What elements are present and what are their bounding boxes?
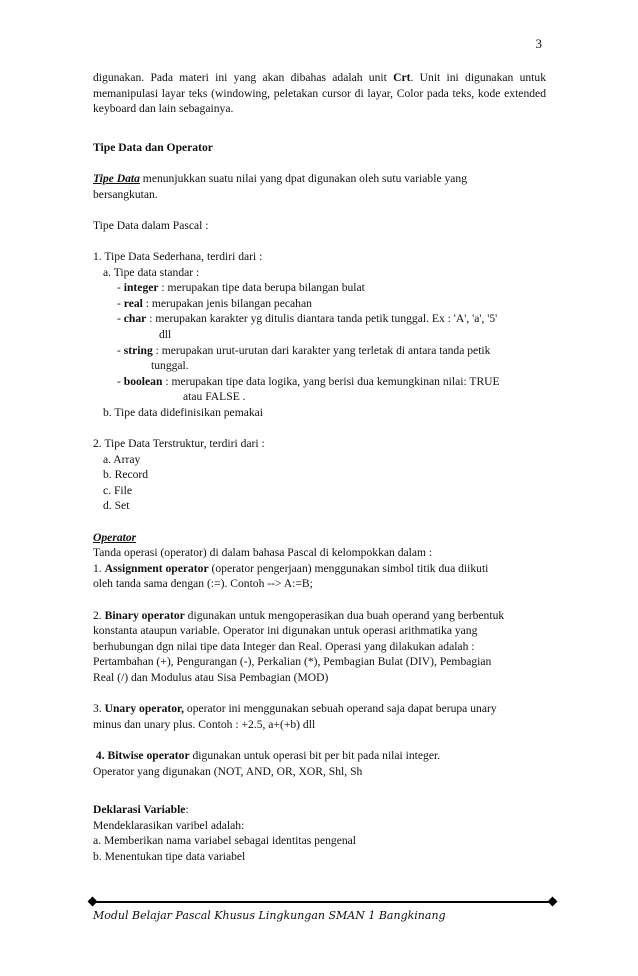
- list-item: - boolean : merupakan tipe data logika, yang berisi dua kemungkinan nilai: TRUE: [117, 374, 500, 388]
- item-term: string: [123, 343, 153, 357]
- item-desc: : merupakan karakter yg ditulis diantara tanda petik tunggal. Ex : 'A', 'a', '5': [146, 312, 498, 326]
- item-desc: : merupakan jenis bilangan pecahan: [142, 296, 312, 310]
- binary-line-5: Real (/) dan Modulus atau Sisa Pembagian (MOD): [93, 670, 329, 684]
- binary-line-2: konstanta ataupun variable. Operator ini digunakan untuk operasi arithmatika yang: [93, 624, 478, 638]
- unary-line-2: minus dan unary plus. Contoh : +2.5, a+(+b) dll: [93, 717, 316, 731]
- binary-desc: digunakan untuk mengoperasikan dua buah operand yang berbentuk: [184, 608, 505, 622]
- variable-heading: [93, 802, 546, 818]
- definition-line-2: bersangkutan.: [93, 187, 158, 201]
- tipe-data-term: Tipe Data: [93, 171, 140, 185]
- assignment-line-2: oleh tanda sama dengan (:=). Contoh --> A:=B;: [93, 577, 313, 591]
- variable-line-3: b. Menentukan tipe data variabel: [93, 849, 246, 863]
- simple-title: 1. Tipe Data Sederhana, terdiri dari :: [93, 249, 263, 263]
- list-item: c. File: [103, 483, 132, 497]
- intro-crt: Crt: [393, 71, 411, 84]
- intro-text-b: . Unit ini digunakan untuk memanipulasi layar teks (windowing, peletakan cursor di layar, Color pada teks, kode extended keyboard dan lain sebagainya.: [93, 71, 546, 116]
- variable-colon: :: [185, 803, 189, 817]
- unary-desc: operator ini menggunakan sebuah operand saja dapat berupa unary: [184, 702, 497, 716]
- item-desc: : merupakan tipe data berupa bilangan bulat: [158, 281, 365, 295]
- item-desc: : merupakan tipe data logika, yang berisi dua kemungkinan nilai: TRUE: [162, 374, 500, 388]
- operator-heading: Operator: [93, 530, 137, 544]
- item-term: real: [123, 296, 143, 310]
- char-continuation: dll: [159, 327, 172, 341]
- binary-term: Binary operator: [104, 608, 185, 622]
- footer-rule: [92, 901, 552, 903]
- binary-line-1: [93, 608, 546, 624]
- item-term: integer: [123, 281, 159, 295]
- assignment-desc: (operator pengerjaan) menggunakan simbol titik dua diikuti: [208, 561, 489, 575]
- assign-number: 1.: [93, 561, 105, 575]
- assignment-term: Assignment operator: [104, 561, 209, 575]
- bitwise-term: 4. Bitwise operator: [93, 748, 190, 762]
- structured-title: 2. Tipe Data Terstruktur, terdiri dari :: [93, 437, 265, 451]
- list-item: - integer : merupakan tipe data berupa bilangan bulat: [117, 281, 365, 295]
- section-heading: Tipe Data dan Operator: [93, 140, 213, 154]
- item-term: boolean: [123, 374, 163, 388]
- item-term: char: [123, 312, 147, 326]
- variable-line-1: Mendeklarasikan varibel adalah:: [93, 818, 245, 832]
- variable-line-2: a. Memberikan nama variabel sebagai identitas pengenal: [93, 834, 357, 848]
- binary-number: 2.: [93, 608, 105, 622]
- list-item: d. Set: [103, 499, 130, 513]
- list-item: b. Record: [103, 468, 149, 482]
- string-continuation: tunggal.: [151, 359, 189, 373]
- list-item: - char : merupakan karakter yg ditulis diantara tanda petik tunggal. Ex : 'A', 'a', '5': [117, 312, 498, 326]
- unary-line-1: [93, 701, 546, 717]
- footer-text: Modul Belajar Pascal Khusus Lingkungan SMAN 1 Bangkinang: [93, 909, 446, 922]
- bitwise-line-1: [93, 748, 546, 764]
- assignment-line-1: [93, 561, 546, 577]
- binary-line-3: berhubungan dgn nilai tipe data Integer dan Real. Operasi yang dilakukan adalah :: [93, 639, 475, 653]
- intro-text-a: digunakan. Pada materi ini yang akan dibahas adalah unit: [93, 71, 394, 84]
- list-item: - string : merupakan urut-urutan dari karakter yang terletak di antara tanda petik: [117, 343, 491, 357]
- variable-heading-text: Deklarasi Variable: [93, 803, 186, 817]
- bitwise-line-2: Operator yang digunakan (NOT, AND, OR, XOR, Shl, Sh: [93, 764, 363, 778]
- operator-intro: Tanda operasi (operator) di dalam bahasa Pascal di kelompokkan dalam :: [93, 546, 433, 560]
- tipe-data-definition: [93, 171, 546, 187]
- item-desc: : merupakan urut-urutan dari karakter yang terletak di antara tanda petik: [152, 343, 491, 357]
- list-item: - real : merupakan jenis bilangan pecahan: [117, 296, 312, 310]
- pascal-label: Tipe Data dalam Pascal :: [93, 218, 209, 232]
- unary-term: Unary operator,: [104, 702, 185, 716]
- intro-paragraph: [93, 70, 546, 117]
- definition-line-1: menunjukkan suatu nilai yang dpat digunakan oleh sutu variable yang: [139, 171, 468, 185]
- binary-line-4: Pertambahan (+), Pengurangan (-), Perkalian (*), Pembagian Bulat (DIV), Pembagian: [93, 655, 492, 669]
- boolean-continuation: atau FALSE .: [183, 390, 246, 404]
- user-defined-heading: b. Tipe data didefinisikan pemakai: [103, 405, 264, 419]
- footer-diamond-right: [548, 897, 558, 907]
- list-item: a. Array: [103, 452, 141, 466]
- bitwise-desc: digunakan untuk operasi bit per bit pada nilai integer.: [189, 748, 441, 762]
- standard-heading: a. Tipe data standar :: [103, 265, 200, 279]
- unary-number: 3.: [93, 702, 105, 716]
- page-number: 3: [535, 36, 542, 51]
- document-body: [93, 70, 546, 865]
